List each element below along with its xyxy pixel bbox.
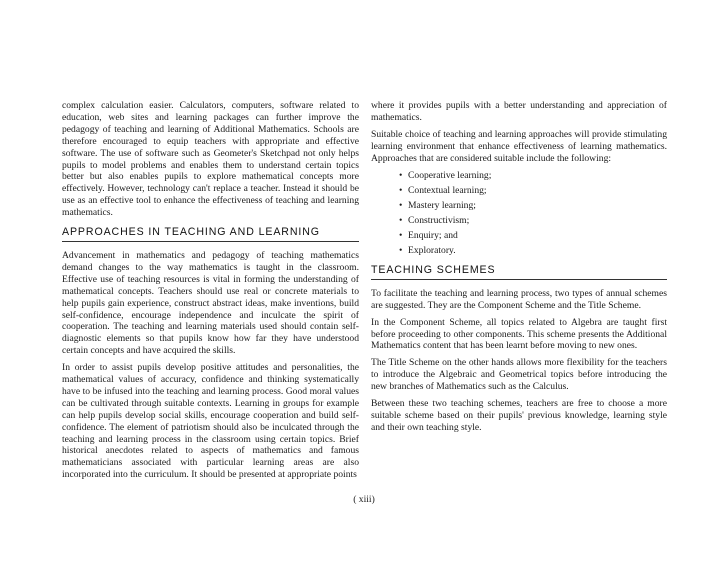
page-number: ( xiii) [353, 494, 375, 505]
list-item: • Enquiry; and [399, 230, 667, 242]
list-item: • Constructivism; [399, 215, 667, 227]
schemes-paragraph-1: To facilitate the teaching and learning process, two types of annual schemes are suggested. They are the Component Scheme and the Title Scheme. [371, 287, 667, 311]
right-intro-paragraph: where it provides pupils with a better understanding and appreciation of mathematics. [371, 100, 667, 123]
list-item: • Cooperative learning; [399, 170, 667, 182]
approaches-suitable-paragraph: Suitable choice of teaching and learning approaches will provide stimulating learning environment that enhance effectiveness of learning mathematics. Approaches that are considered suitable include the following: [371, 128, 667, 164]
schemes-paragraph-3: The Title Scheme on the other hands allows more flexibility for the teachers to introduce the Algebraic and Geometrical topics before introducing the new branches of Mathematics such as the Calculus. [371, 357, 667, 393]
approaches-heading: APPROACHES IN TEACHING AND LEARNING [62, 227, 359, 242]
left-intro-paragraph: complex calculation easier. Calculators, computers, software related to education, web sites and learning packages can further improve the pedagogy of teaching and learning of Additional Mathematics. Schools are therefore encouraged to equip teachers with appropriate and effective software. The use of software such as Geometer's Sketchpad not only helps pupils to model problems and enables them to understand certain topics better but also enables pupils to explore mathematical concepts more effectively. However, technology can't replace a teacher. Instead it should be use as an effective tool to enhance the effectiveness of teaching and learning mathematics. [62, 100, 359, 219]
teaching-schemes-heading: TEACHING SCHEMES [371, 265, 667, 280]
list-item: • Exploratory. [399, 245, 667, 257]
left-column [62, 100, 359, 486]
list-item: • Contextual learning; [399, 185, 667, 197]
approaches-paragraph-1: Advancement in mathematics and pedagogy of teaching mathematics demand changes to the way mathematics is taught in the classroom. Effective use of teaching resources is vital in forming the understanding of mathematical concepts. Teachers should use real or concrete materials to help pupils gain experience, construct abstract ideas, make inventions, build self-confidence, encourage independence and inculcate the spirit of cooperation. The teaching and learning materials used should contain self-diagnostic elements so that pupils know how far they have understood certain concepts and have acquired the skills. [62, 249, 359, 357]
right-column [371, 100, 667, 439]
approaches-list [371, 170, 667, 257]
schemes-paragraph-4: Between these two teaching schemes, teachers are free to choose a more suitable scheme based on their pupils' previous knowledge, learning style and their own teaching style. [371, 398, 667, 433]
list-item: • Mastery learning; [399, 200, 667, 212]
schemes-paragraph-2: In the Component Scheme, all topics related to Algebra are taught first before proceeding to other components. This scheme presents the Additional Mathematics content that has been learnt before moving to new ones. [371, 316, 667, 352]
approaches-paragraph-2: In order to assist pupils develop positive attitudes and personalities, the mathematical values of accuracy, confidence and thinking systematically have to be infused into the teaching and learning process. Good moral values can be cultivated through suitable contexts. Learning in groups for example can help pupils develop social skills, encourage cooperation and build self-confidence. The element of patriotism should also be inculcated through the teaching and learning process in the classroom using certain topics. Brief historical anecdotes related to aspects of mathematics and famous mathematicians associated with particular learning areas are also incorporated into the curriculum. It should be presented at appropriate points [62, 362, 359, 481]
